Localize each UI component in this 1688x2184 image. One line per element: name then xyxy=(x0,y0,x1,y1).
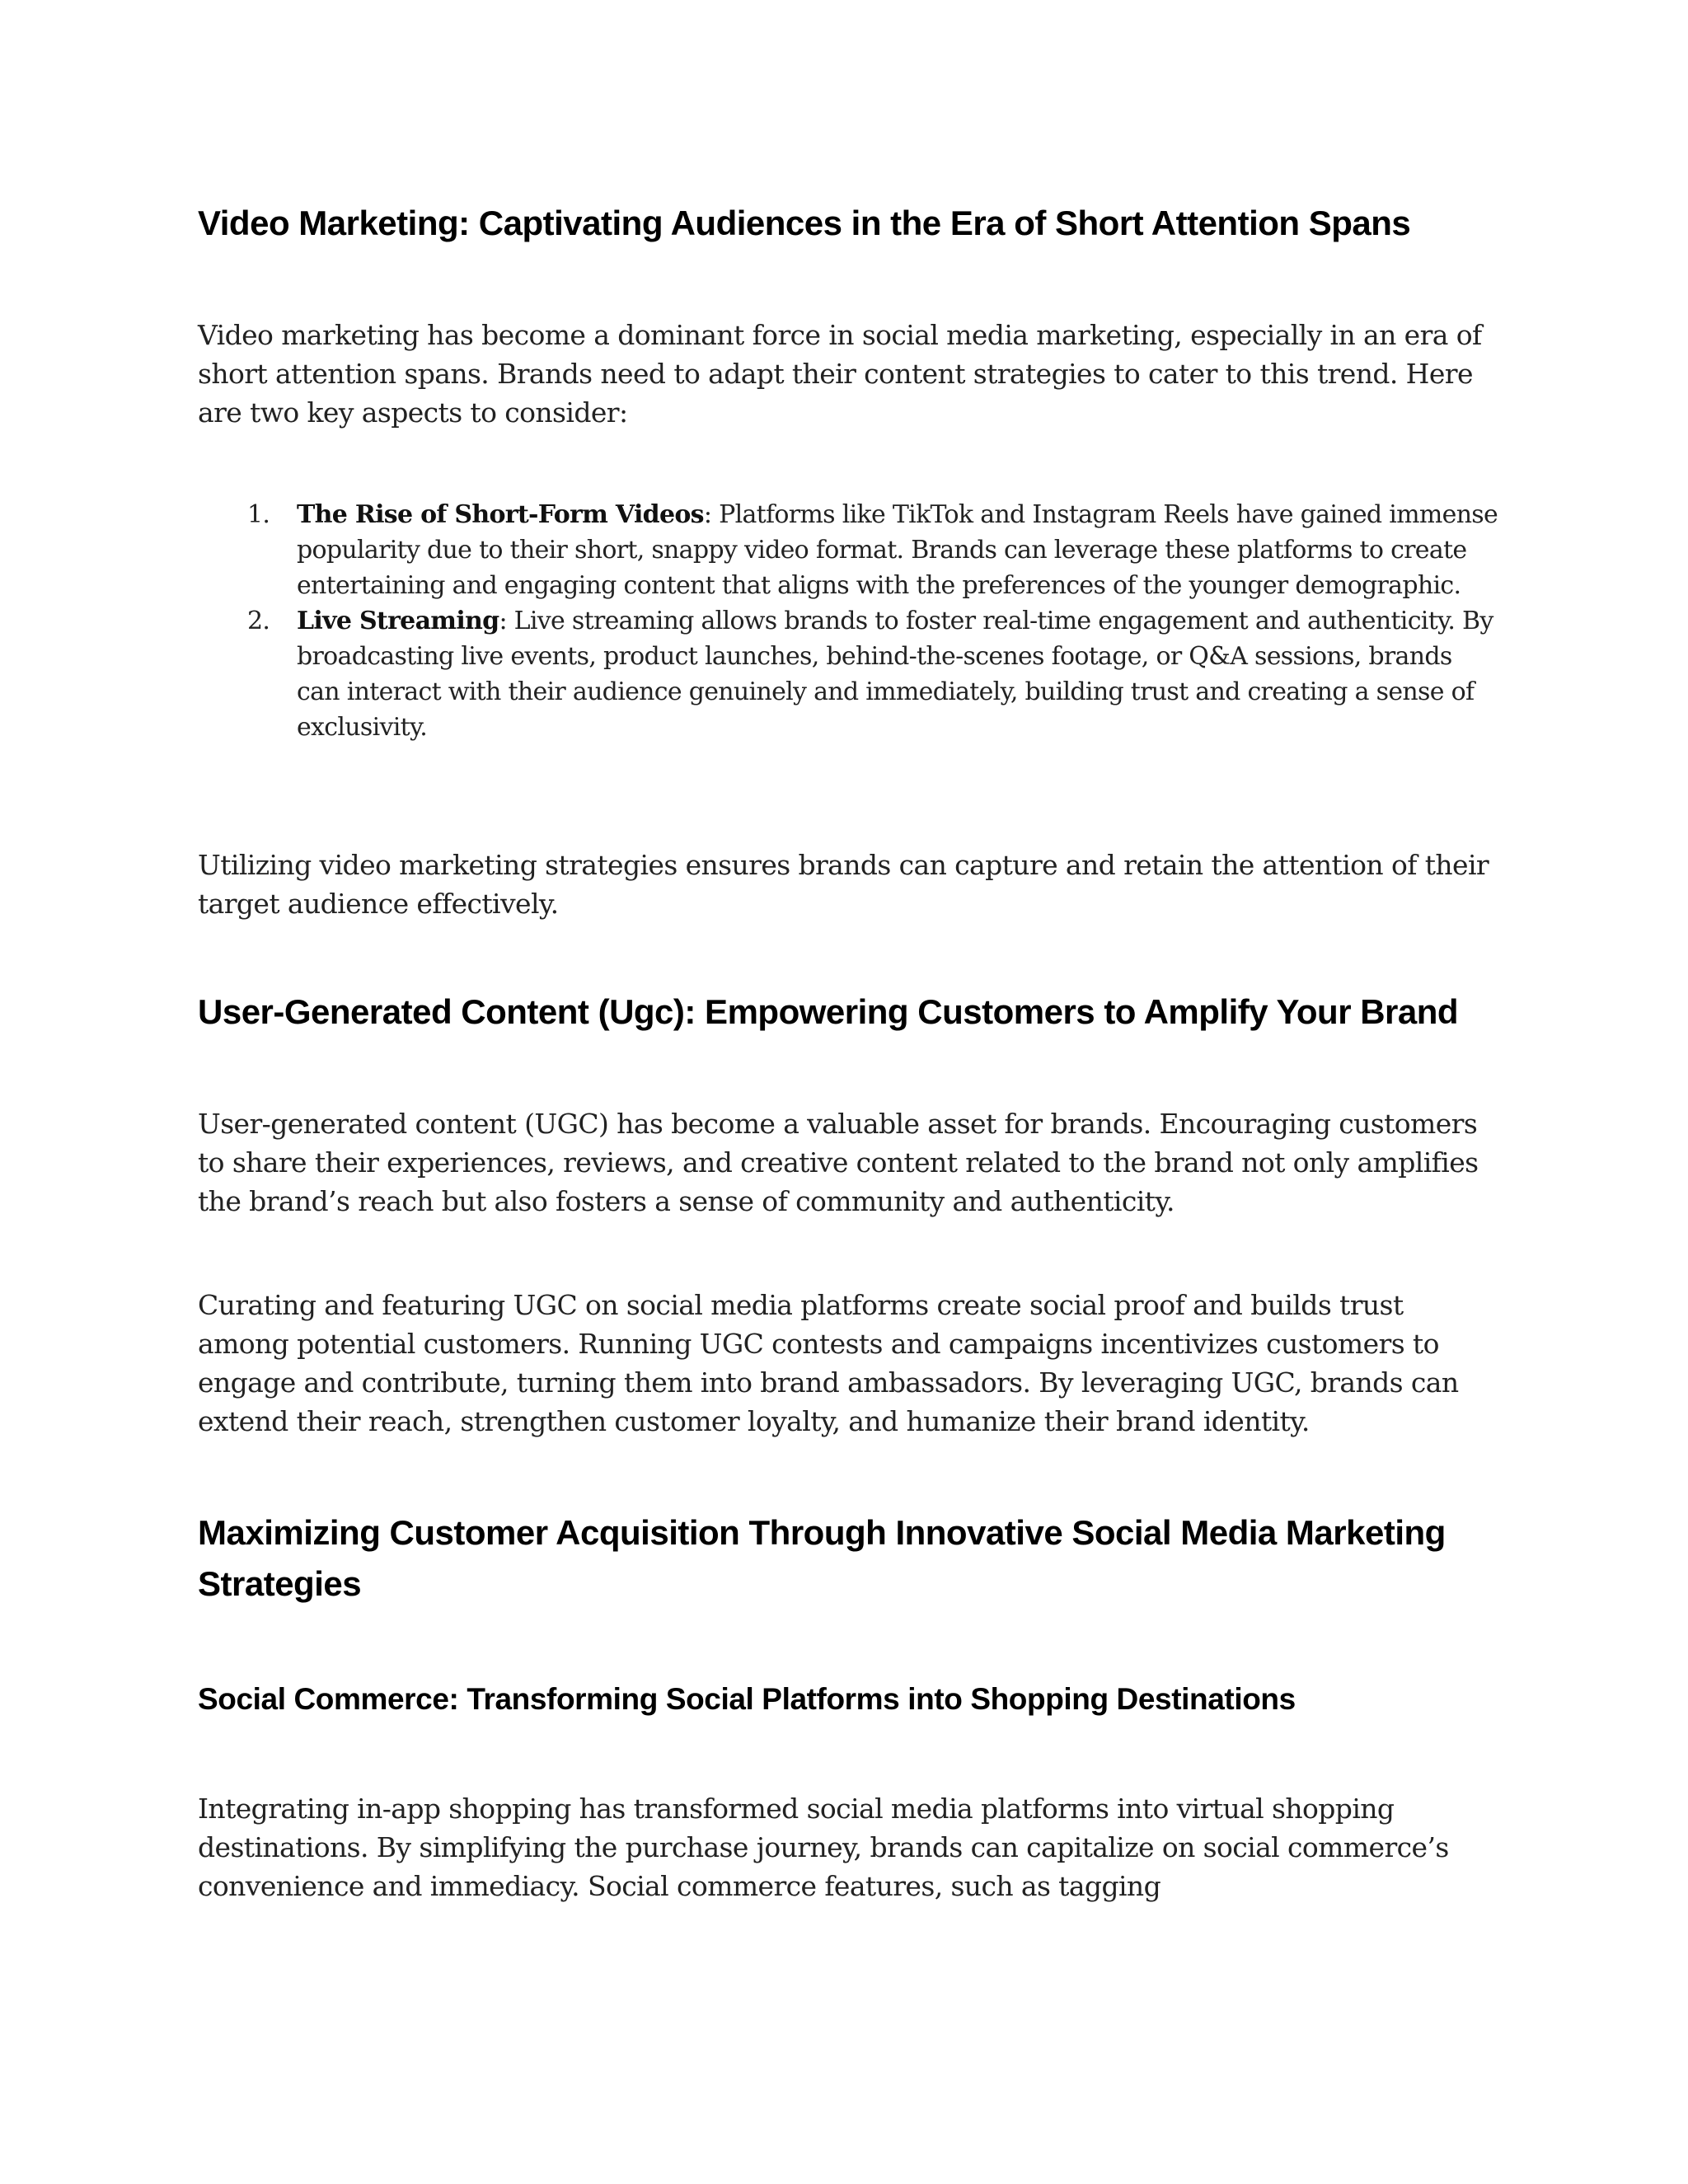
ugc-heading: User-Generated Content (Ugc): Empowering Customers to Amplify Your Brand xyxy=(198,992,1459,1031)
video-marketing-list xyxy=(198,497,1500,745)
video-marketing-intro: Video marketing has become a dominant force in social media marketing, especially in an era of short attention spans. Brands need to adapt their content strategies to cater to this trend. Here are two key aspects to consider: xyxy=(198,319,1482,429)
list-item-text: : Live streaming allows brands to foster real-time engagement and authenticity. By broadcasting live events, product launches, behind-the-scenes footage, or Q&A sessions, brands can interact with their audience genuinely and immediately, building trust and creating a sense of exclusivity. xyxy=(297,607,1493,742)
ugc-paragraph-1: User-generated content (UGC) has become a valuable asset for brands. Encouraging customers to share their experiences, reviews, and creative content related to the brand not only amplifies the brand’s reach but also fosters a sense of community and authenticity. xyxy=(198,1108,1479,1217)
ugc-paragraph-2: Curating and featuring UGC on social media platforms create social proof and builds trust among potential customers. Running UGC contests and campaigns incentivizes customers to engage and contribute, turning them into brand ambassadors. By leveraging UGC, brands can extend their reach, strengthen customer loyalty, and humanize their brand identity. xyxy=(198,1289,1459,1437)
list-item-title: The Rise of Short-Form Videos xyxy=(297,500,704,529)
video-marketing-heading: Video Marketing: Captivating Audiences in the Era of Short Attention Spans xyxy=(198,204,1411,242)
list-number: 2. xyxy=(247,607,270,635)
list-number: 1. xyxy=(247,500,270,529)
video-marketing-conclusion: Utilizing video marketing strategies ensures brands can capture and retain the attention of their target audience effectively. xyxy=(198,849,1489,920)
list-item-live-streaming xyxy=(198,603,1500,745)
list-item-title: Live Streaming xyxy=(297,607,499,635)
social-commerce-heading: Social Commerce: Transforming Social Platforms into Shopping Destinations xyxy=(198,1682,1296,1716)
list-item-short-form-videos xyxy=(198,497,1500,603)
customer-acquisition-heading: Maximizing Customer Acquisition Through Innovative Social Media Marketing Strategies xyxy=(198,1513,1446,1603)
social-commerce-paragraph: Integrating in-app shopping has transformed social media platforms into virtual shopping destinations. By simplifying the purchase journey, brands can capitalize on social commerce’s convenience and immediacy. Social commerce features, such as tagging xyxy=(198,1793,1449,1902)
list-item-text: : Platforms like TikTok and Instagram Reels have gained immense popularity due to their short, snappy video format. Brands can leverage these platforms to create entertaining and engaging content that aligns with the preferences of the younger demographic. xyxy=(297,500,1498,600)
